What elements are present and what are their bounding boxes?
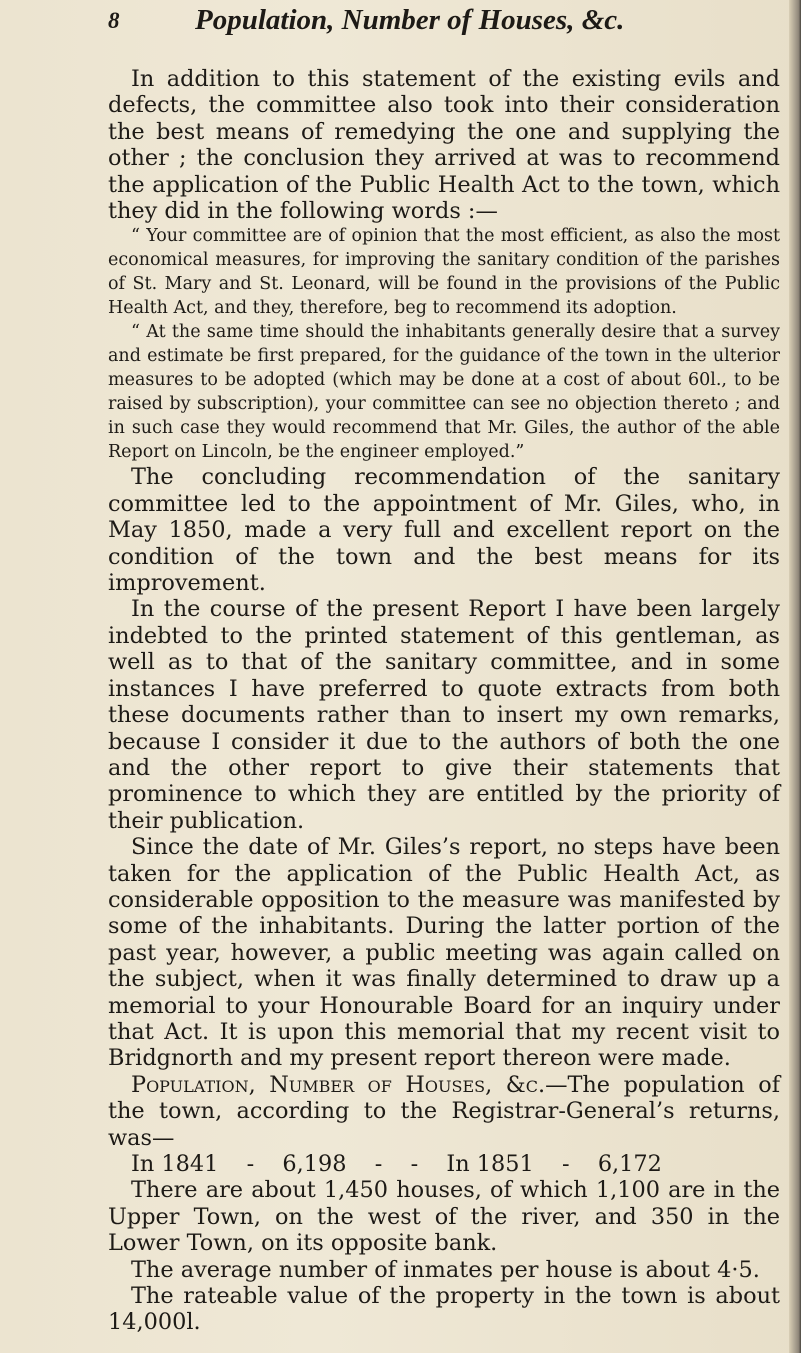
dash-2: - [374,1151,383,1177]
paragraph-inmates: The average number of inmates per house is about 4·5. [131,1256,760,1283]
running-title: Population, Number of Houses, &c. [195,4,625,36]
year-1841-label: In 1841 [131,1151,219,1177]
paragraph-population [108,1072,780,1151]
paragraph-since: Since the date of Mr. Giles’s report, no steps have been taken for the application of the Public Health Act, as considerable opposition to the measure was manifested by some of the inhabitants. During the latter portion of the past year, however, a public meeting was again called on the subject, when it was finally determined to draw up a memorial to your Honourable Board for an inquiry under that Act. It is upon this memorial that my recent visit to Bridgnorth and my present report thereon were made. [108,834,780,1072]
page-header [108,4,761,44]
year-1851-value: 6,172 [597,1151,662,1177]
paragraph-houses: There are about 1,450 houses, of which 1,100 are in the Upper Town, on the west of the river, and 350 in the Lower Town, on its opposite bank. [108,1177,780,1257]
year-1841-value: 6,198 [282,1151,347,1177]
dash-3: - [410,1151,419,1177]
paragraph-rateable: The rateable value of the property in the town is about 14,000l. [108,1283,780,1336]
quote-paragraph-1: “ Your committee are of opinion that the most efficient, as also the most economical measures, for improving the sanitary condition of the parishes of St. Mary and St. Leonard, will be found in the provisions of the Public Health Act, and they, therefore, beg to recommend its adoption. [108,226,780,319]
quote-paragraph-2: “ At the same time should the inhabitants generally desire that a survey and estimate be first prepared, for the guidance of the town in the ulterior measures to be adopted (which may be done at a cost of about 60l., to be raised by subscription), your committee can see no objection thereto ; and in such case they would recommend that Mr. Giles, the author of the able Report on Lincoln, be the engineer employed.” [108,322,780,463]
paragraph-intro: In addition to this statement of the existing evils and defects, the committee also took into their consideration the best means of remedying the one and supplying the other ; the conclusion they arrived at was to recommend the application of the Public Health Act to the town, which they did in the following words :— [108,66,780,225]
paragraph-indebted: In the course of the present Report I have been largely indebted to the printed statement of this gentleman, as well as to that of the sanitary committee, and in some instances I have preferred to quote extracts from both these documents rather than to insert my own remarks, because I consider it due to the authors of both the one and the other report to give their statements that prominence to which they are entitled by the priority of their publication. [108,596,780,834]
population-figures [108,1151,780,1177]
dash-1: - [246,1151,255,1177]
page-edge [789,0,801,1353]
section-heading: Population, Number of Houses, &c. [131,1071,546,1098]
paragraph-recommendation: The concluding recommendation of the sanitary committee led to the appointment of Mr. Giles, who, in May 1850, made a very full and excellent report on the condition of the town and the best means for its improvement. [108,464,780,597]
page-number: 8 [108,8,120,33]
dash-4: - [562,1151,570,1177]
population-text: —The population of the town, according to the Registrar-General’s returns, was— [108,1071,780,1151]
body-text [108,66,780,1336]
year-1851-label: In 1851 [446,1151,534,1177]
